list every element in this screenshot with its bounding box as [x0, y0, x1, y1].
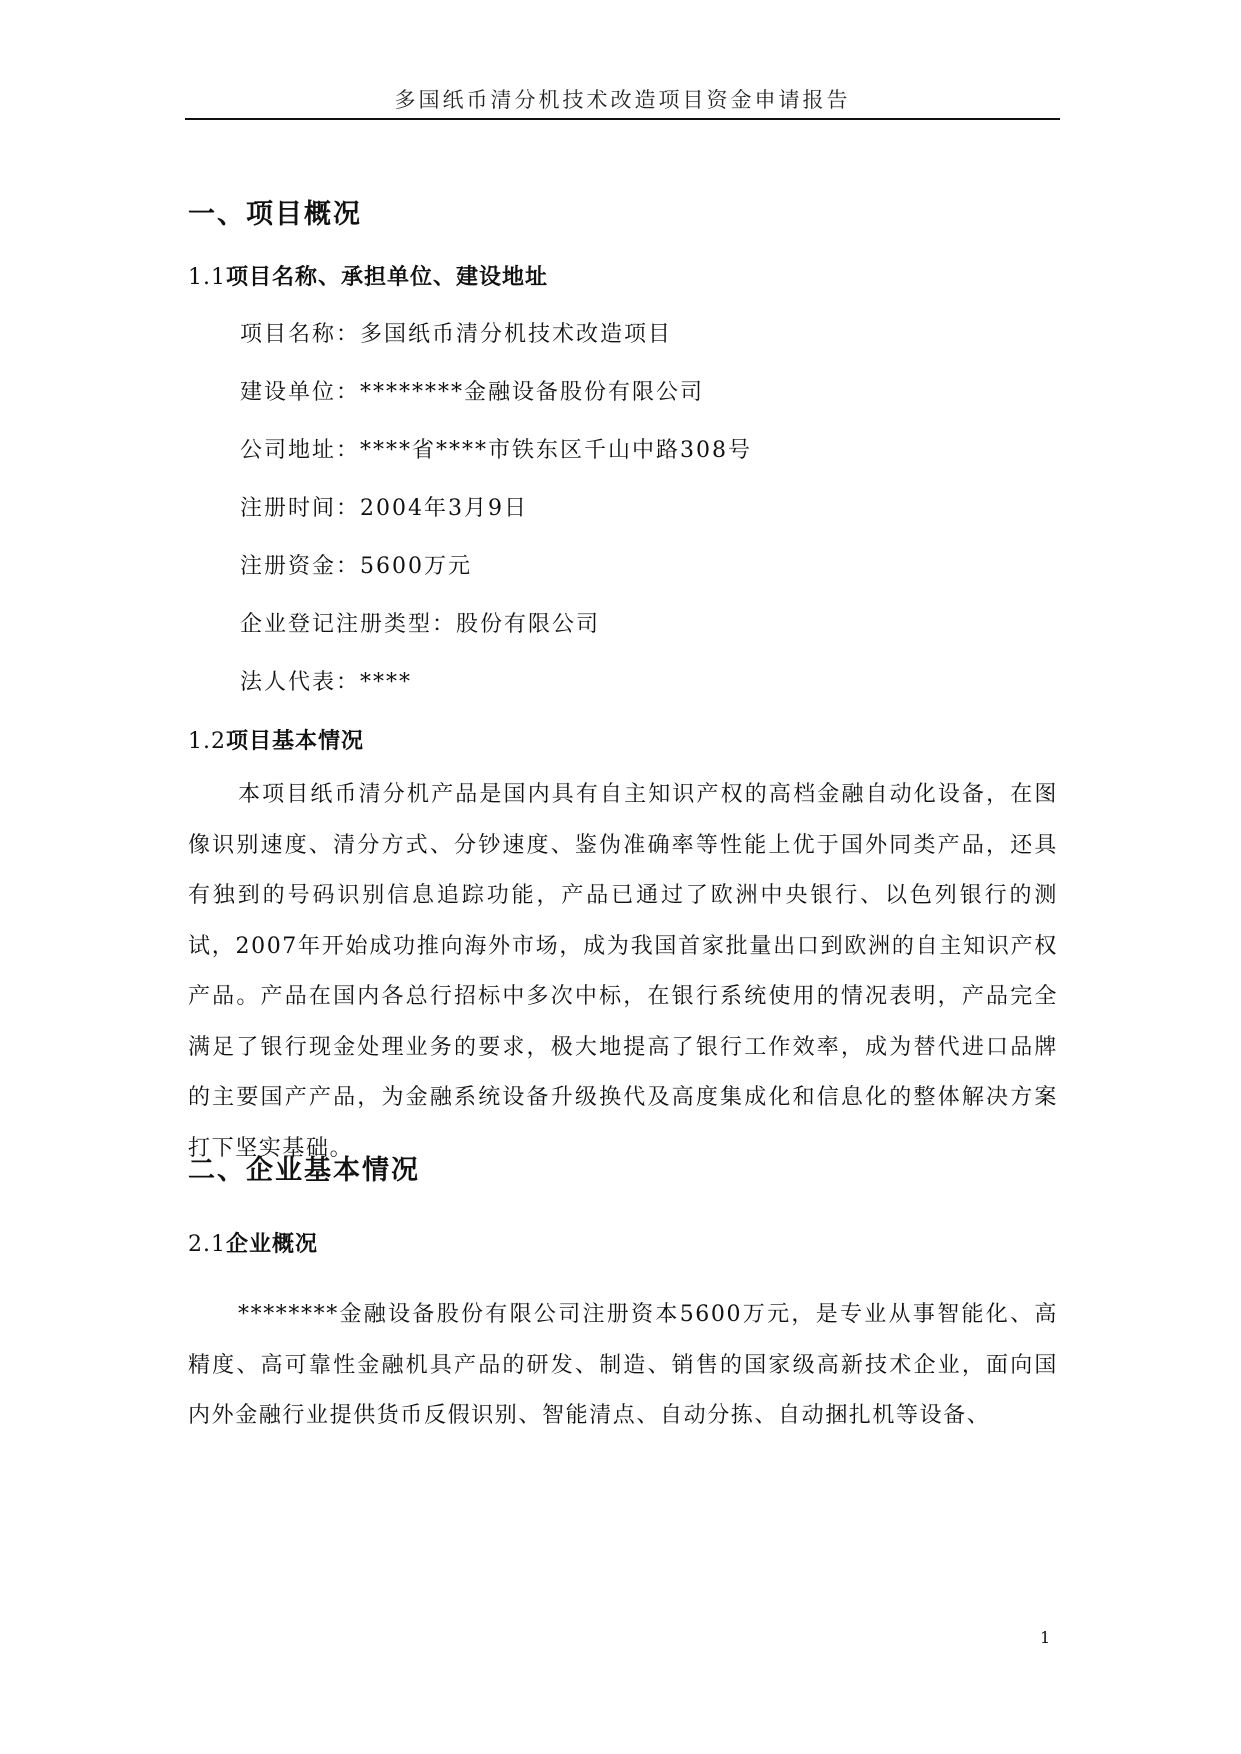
section-1-heading: 一、项目概况 [188, 199, 362, 230]
subsection-number: 1.1 [188, 265, 226, 290]
subsection-title: 企业概况 [226, 1232, 319, 1257]
subsection-title: 项目基本情况 [226, 729, 365, 754]
subsection-title: 项目名称、承担单位、建设地址 [226, 265, 549, 290]
subsection-1-1-heading [188, 260, 548, 291]
subsection-2-1-heading [188, 1227, 318, 1258]
info-legal-representative: 法人代表：**** [240, 670, 413, 695]
info-builder-unit: 建设单位：********金融设备股份有限公司 [240, 380, 705, 405]
subsection-number: 2.1 [188, 1232, 226, 1257]
info-company-address: 公司地址：****省****市铁东区千山中路308号 [240, 438, 752, 463]
subsection-1-2-heading [188, 724, 364, 755]
header-divider [185, 118, 1060, 120]
info-registration-date: 注册时间：2004年3月9日 [240, 496, 528, 521]
running-header: 多国纸币清分机技术改造项目资金申请报告 [394, 88, 851, 112]
section-2-heading: 二、企业基本情况 [188, 1155, 420, 1186]
info-project-name: 项目名称：多国纸币清分机技术改造项目 [240, 322, 673, 347]
info-registration-type: 企业登记注册类型：股份有限公司 [240, 612, 601, 637]
subsection-number: 1.2 [188, 729, 226, 754]
page-number: 1 [1040, 1628, 1051, 1647]
project-overview-paragraph: 本项目纸币清分机产品是国内具有自主知识产权的高档金融自动化设备，在图像识别速度、清分方式、分钞速度、鉴伪准确率等性能上优于国外同类产品，还具有独到的号码识别信息追踪功能，产品已通过了欧洲中央银行、以色列银行的测试，2007年开始成功推向海外市场，成为我国首家批量出口到欧洲的自主知识产权产品。产品在国内各总行招标中多次中标，在银行系统使用的情况表明，产品完全满足了银行现金处理业务的要求，极大地提高了银行工作效率，成为替代进口品牌的主要国产产品，为金融系统设备升级换代及高度集成化和信息化的整体解决方案打下坚实基础。 [188, 782, 1058, 1161]
info-registered-capital: 注册资金：5600万元 [240, 554, 472, 579]
company-overview-paragraph: ********金融设备股份有限公司注册资本5600万元，是专业从事智能化、高精度、高可靠性金融机具产品的研发、制造、销售的国家级高新技术企业，面向国内外金融行业提供货币反假识别、智能清点、自动分拣、自动捆扎机等设备、 [188, 1302, 1058, 1428]
